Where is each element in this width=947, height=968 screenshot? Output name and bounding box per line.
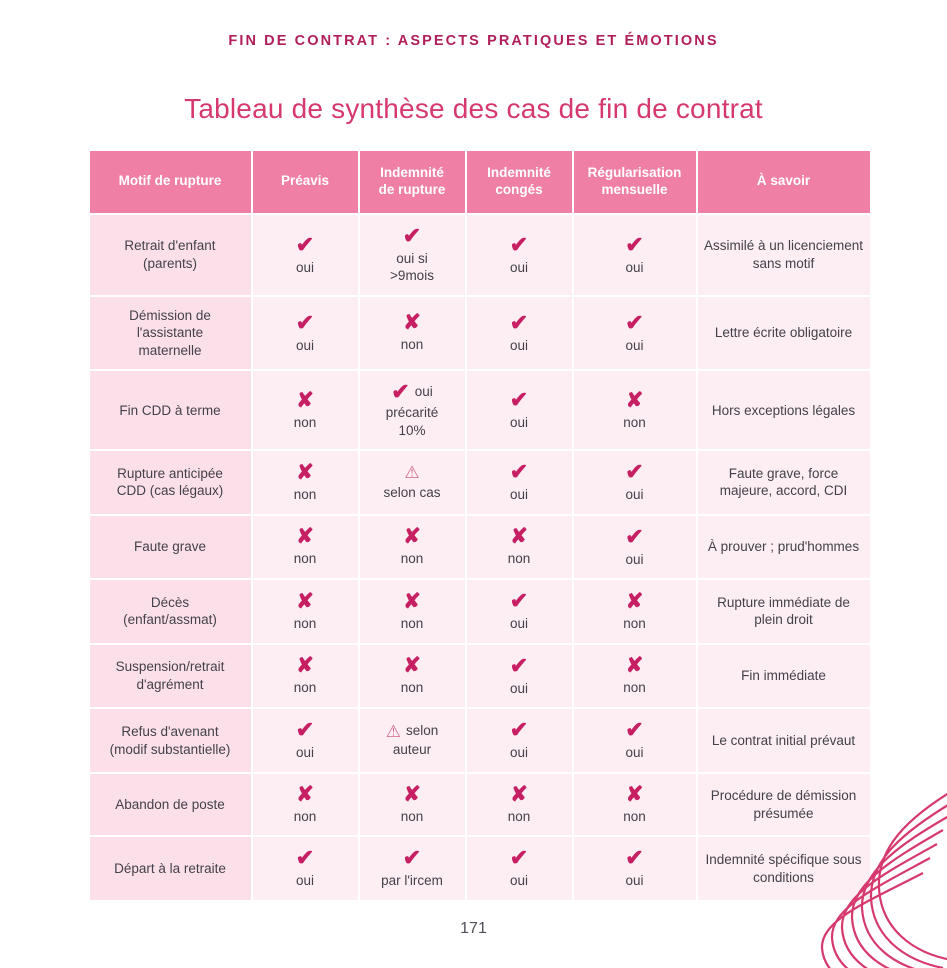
cell-motif [90, 709, 251, 772]
cell-label: non [293, 680, 317, 696]
cell-indemnite-conges [467, 297, 572, 370]
cell-a-savoir: Faute grave, force majeure, accord, CDI [698, 451, 870, 514]
cell-indemnite-rupture [360, 516, 465, 579]
table-header-row [90, 151, 870, 213]
page-eyebrow-heading: FIN DE CONTRAT : ASPECTS PRATIQUES ET ÉMOTIONS [228, 33, 719, 49]
cell-label: non [507, 551, 531, 567]
cell-label: oui [625, 259, 644, 275]
motif-line1: Retrait d'enfant [124, 238, 216, 254]
cell-label: non [293, 486, 317, 502]
motif-line3: maternelle [138, 342, 202, 358]
inline-check-label [391, 381, 432, 403]
cell-indemnite-rupture [360, 371, 465, 449]
cross-icon: ✘ [296, 654, 314, 678]
column-header-preavis-line1: Préavis [280, 173, 330, 189]
cell-label: oui si [396, 250, 428, 266]
cell-a-savoir: Fin immédiate [698, 645, 870, 708]
column-header-a-savoir [698, 151, 870, 213]
cell-label: oui [509, 337, 528, 353]
cross-icon: ✘ [296, 525, 314, 549]
cross-icon: ✘ [403, 654, 421, 678]
cell-label: non [400, 615, 424, 631]
check-icon: ✔ [509, 652, 529, 678]
cell-motif [90, 774, 251, 836]
cell-label-3: 10% [398, 422, 426, 438]
motif-line2: (parents) [142, 255, 198, 271]
cell-indemnite-conges [467, 709, 572, 772]
cross-icon: ✘ [625, 782, 644, 806]
cross-icon: ✘ [296, 388, 314, 412]
synthesis-table [88, 149, 872, 902]
check-icon: ✔ [509, 459, 529, 485]
page-title: Tableau de synthèse des cas de fin de contrat [184, 93, 763, 124]
check-icon: ✔ [402, 222, 422, 248]
cell-label: non [293, 414, 317, 430]
column-header-indemnite-rupture-line2: de rupture [378, 181, 446, 197]
cell-label: non [623, 414, 646, 430]
cell-motif [90, 215, 251, 295]
cell-a-savoir: Assimilé à un licenciement sans motif [698, 215, 870, 295]
motif-line2: d'agrément [136, 677, 204, 693]
check-icon: ✔ [509, 588, 529, 614]
check-icon: ✔ [295, 717, 315, 743]
cross-icon: ✘ [625, 589, 644, 613]
cross-icon: ✘ [510, 525, 528, 549]
cell-label: oui [625, 873, 644, 889]
warning-icon: ⚠ [404, 462, 420, 482]
cell-indemnite-conges [467, 371, 572, 449]
cell-a-savoir: Rupture immédiate de plein droit [698, 580, 870, 643]
table-row [90, 215, 870, 295]
cell-indemnite-conges [467, 215, 572, 295]
cell-regularisation [574, 297, 696, 370]
cell-a-savoir: Indemnité spécifique sous conditions [698, 837, 870, 900]
cell-label: oui [295, 259, 314, 275]
cell-indemnite-conges [467, 837, 572, 900]
check-icon: ✔ [509, 309, 529, 335]
cell-preavis [253, 580, 358, 643]
table-row [90, 645, 870, 708]
check-icon: ✔ [509, 845, 529, 871]
motif-line2: (modif substantielle) [109, 741, 231, 757]
cross-icon: ✘ [403, 311, 421, 335]
cell-label: non [400, 680, 424, 696]
check-icon: ✔ [391, 379, 410, 405]
cell-preavis [253, 774, 358, 836]
cell-motif [90, 297, 251, 370]
cell-label: oui [625, 745, 644, 761]
cell-label: oui [509, 487, 528, 503]
cell-regularisation [574, 774, 696, 836]
cross-icon: ✘ [296, 782, 314, 806]
check-icon: ✔ [625, 717, 644, 743]
cell-preavis [253, 451, 358, 514]
cell-label: oui [295, 745, 314, 761]
cell-label: non [400, 551, 424, 567]
cell-label: oui [509, 873, 528, 889]
cell-indemnite-rupture [360, 709, 465, 772]
cell-label-2: >9mois [390, 268, 434, 284]
check-icon: ✔ [625, 459, 644, 485]
table-row [90, 451, 870, 514]
table-row [90, 709, 870, 772]
motif-line1: Refus d'avenant [121, 724, 219, 740]
inline-warning-label [386, 723, 439, 740]
cell-label: oui [295, 337, 314, 353]
cell-label: oui [414, 384, 433, 400]
cell-regularisation [574, 451, 696, 514]
cell-label: oui [509, 680, 528, 696]
cross-icon: ✘ [625, 654, 644, 678]
motif-line1: Faute grave [133, 539, 207, 555]
check-icon: ✔ [625, 231, 644, 257]
table-row [90, 837, 870, 900]
column-header-motif [90, 151, 251, 213]
warning-icon: ⚠ [385, 721, 401, 741]
motif-line2: l'assistante [136, 325, 204, 341]
motif-line1: Suspension/retrait [115, 659, 225, 675]
column-header-regularisation-line2: mensuelle [601, 181, 668, 197]
column-header-indemnite-rupture [360, 151, 465, 213]
cross-icon: ✘ [403, 589, 421, 613]
column-header-indemnite-conges-line2: congés [495, 181, 543, 197]
cell-regularisation [574, 516, 696, 579]
cell-indemnite-conges [467, 774, 572, 836]
cell-a-savoir: Hors exceptions légales [698, 371, 870, 449]
cell-preavis [253, 709, 358, 772]
cell-label: non [400, 337, 424, 353]
column-header-a-savoir-line1: À savoir [756, 173, 811, 189]
cell-label: oui [509, 616, 528, 632]
cell-motif [90, 837, 251, 900]
check-icon: ✔ [509, 387, 529, 413]
check-icon: ✔ [295, 309, 315, 335]
cell-label: oui [625, 551, 644, 567]
motif-line1: Rupture anticipée [117, 465, 223, 481]
cross-icon: ✘ [403, 525, 421, 549]
check-icon: ✔ [295, 231, 315, 257]
cell-label: non [623, 808, 646, 824]
cell-indemnite-rupture [360, 645, 465, 708]
cell-preavis [253, 215, 358, 295]
motif-line1: Décès [150, 594, 190, 610]
cell-preavis [253, 516, 358, 579]
table-row [90, 297, 870, 370]
column-header-motif-line1: Motif de rupture [118, 173, 222, 189]
cell-label: non [623, 680, 646, 696]
cell-motif [90, 645, 251, 708]
cell-label: non [400, 808, 424, 824]
cell-regularisation [574, 580, 696, 643]
cell-label: non [507, 808, 531, 824]
cell-label: oui [295, 873, 314, 889]
cell-preavis [253, 837, 358, 900]
cell-regularisation [574, 215, 696, 295]
cell-indemnite-rupture [360, 774, 465, 836]
cell-indemnite-conges [467, 516, 572, 579]
column-header-regularisation-line1: Régularisation [587, 165, 682, 180]
cell-motif [90, 516, 251, 579]
cell-regularisation [574, 371, 696, 449]
table-row [90, 580, 870, 643]
column-header-indemnite-conges-line1: Indemnité [487, 165, 551, 180]
cell-indemnite-rupture [360, 580, 465, 643]
cell-indemnite-conges [467, 645, 572, 708]
cell-indemnite-rupture [360, 297, 465, 370]
table-row [90, 516, 870, 579]
cell-label: oui [625, 487, 644, 503]
cell-indemnite-conges [467, 451, 572, 514]
cross-icon: ✘ [625, 388, 644, 412]
cell-label-2: précarité [385, 405, 439, 421]
cell-regularisation [574, 645, 696, 708]
check-icon: ✔ [625, 523, 644, 549]
column-header-preavis [253, 151, 358, 213]
check-icon: ✔ [625, 845, 644, 871]
cell-a-savoir: Le contrat initial prévaut [698, 709, 870, 772]
cross-icon: ✘ [510, 782, 528, 806]
cell-regularisation [574, 709, 696, 772]
cell-regularisation [574, 837, 696, 900]
cell-label-2: auteur [392, 742, 432, 758]
cell-label: par l'ircem [381, 873, 443, 889]
cell-preavis [253, 645, 358, 708]
page-number: 171 [460, 919, 487, 937]
column-header-indemnite-rupture-line1: Indemnité [380, 165, 444, 180]
synthesis-table-container [88, 149, 864, 902]
table-row [90, 774, 870, 836]
motif-line1: Abandon de poste [115, 796, 225, 812]
motif-line1: Départ à la retraite [114, 860, 226, 876]
cell-label: oui [509, 745, 528, 761]
cell-indemnite-rupture [360, 451, 465, 514]
check-icon: ✔ [625, 309, 644, 335]
check-icon: ✔ [509, 231, 529, 257]
cell-motif [90, 371, 251, 449]
cell-label: selon cas [383, 484, 441, 500]
cell-label: oui [625, 337, 644, 353]
check-icon: ✔ [509, 717, 529, 743]
cross-icon: ✘ [403, 782, 421, 806]
check-icon: ✔ [295, 845, 315, 871]
cell-a-savoir: Procédure de démission présumée [698, 774, 870, 836]
cell-label: oui [509, 415, 528, 431]
cross-icon: ✘ [296, 589, 314, 613]
cell-a-savoir: À prouver ; prud'hommes [698, 516, 870, 579]
cell-motif [90, 580, 251, 643]
motif-line1: Fin CDD à terme [119, 402, 221, 418]
cell-a-savoir: Lettre écrite obligatoire [698, 297, 870, 370]
cell-preavis [253, 297, 358, 370]
check-icon: ✔ [402, 845, 422, 871]
cell-label: oui [509, 259, 528, 275]
motif-line2: (enfant/assmat) [123, 612, 217, 628]
cell-indemnite-rupture [360, 215, 465, 295]
table-row [90, 371, 870, 449]
cell-motif [90, 451, 251, 514]
cell-label: non [293, 808, 317, 824]
cell-label: selon [405, 722, 439, 738]
cell-preavis [253, 371, 358, 449]
column-header-indemnite-conges [467, 151, 572, 213]
cell-label: non [293, 615, 317, 631]
cross-icon: ✘ [296, 460, 314, 484]
motif-line1: Démission de [129, 307, 211, 323]
cell-label: non [623, 615, 646, 631]
motif-line2: CDD (cas légaux) [116, 483, 224, 499]
cell-indemnite-conges [467, 580, 572, 643]
column-header-regularisation [574, 151, 696, 213]
cell-label: non [293, 551, 317, 567]
cell-indemnite-rupture [360, 837, 465, 900]
